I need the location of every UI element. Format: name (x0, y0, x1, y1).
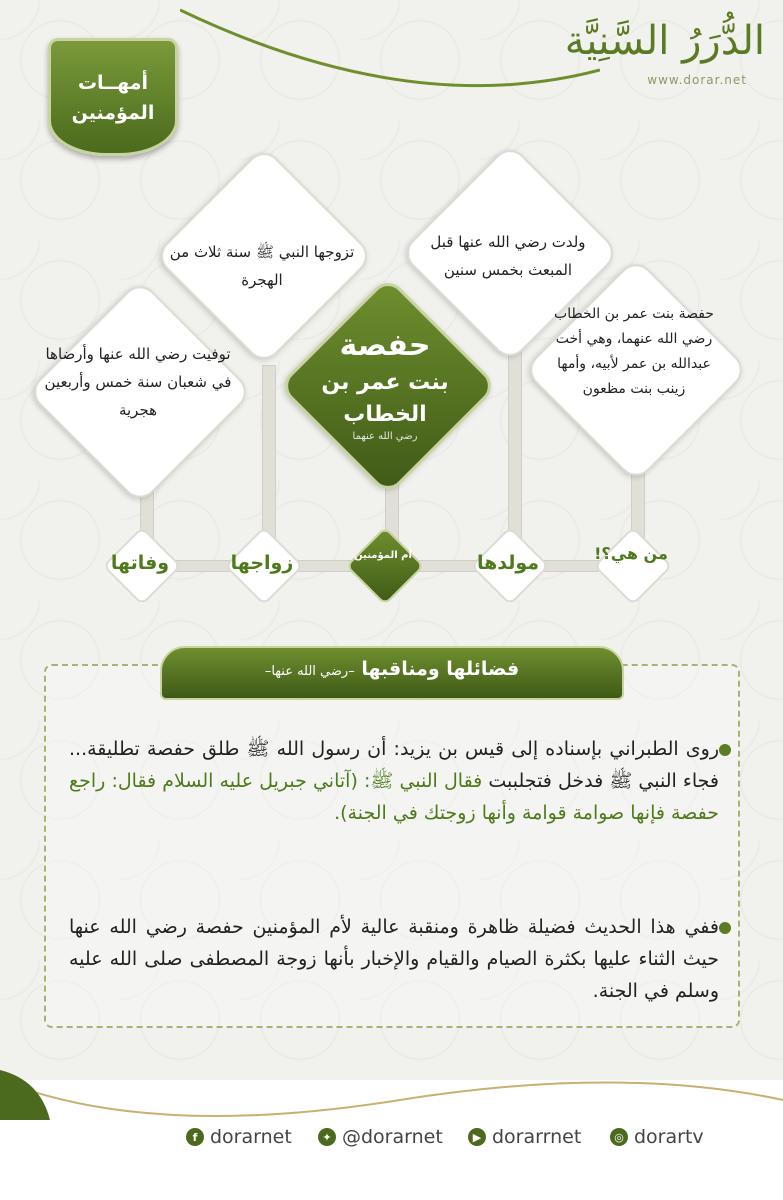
virtues-banner (160, 646, 624, 700)
social-instagram[interactable] (610, 1126, 704, 1148)
center-line1: حفصة (339, 328, 431, 363)
center-honorific: رضي الله عنهما (352, 431, 418, 442)
paragraph-1: روى الطبراني بإسناده إلى قيس بن يزيد: أن رسول الله ﷺ طلق حفصة تطليقة... فجاء النبي ﷺ فدخل فتجلببت فقال النبي ﷺ: (آتاني جبريل عليه السلام فقال: راجع حفصة فإنها صوامة قوامة وأنها زوجتك في الجنة). (69, 738, 719, 824)
twitter-icon: ✦ (318, 1128, 336, 1146)
facebook-icon: f (186, 1128, 204, 1146)
virtues-subtitle: –رضي الله عنها– (264, 664, 355, 679)
bullet-2 (719, 922, 731, 934)
center-line2: بنت عمر بن (321, 370, 449, 395)
badge-line1: أمهــات (77, 72, 149, 94)
center-name (285, 325, 485, 442)
youtube-icon: ▶ (468, 1128, 486, 1146)
center-label: أم المؤمنين (354, 550, 412, 561)
logo-swoosh (180, 0, 600, 110)
social-facebook[interactable] (186, 1126, 292, 1148)
highlight-quote: فقال النبي ﷺ: (363, 770, 483, 792)
twitter-handle: @dorarnet (342, 1126, 443, 1148)
death-text: توفيت رضي الله عنها وأرضاها في شعبان سنة خمس وأربعين هجرية (44, 345, 232, 419)
logo-title: الدُّرَرُ السَّنِيَّة (564, 18, 765, 64)
social-youtube[interactable] (468, 1126, 581, 1148)
virtues-title: فضائلها ومناقبها (361, 658, 520, 680)
instagram-handle: dorartv (634, 1126, 704, 1148)
who-text: حفصة بنت عمر بن الخطاب رضي الله عنهما، وهي أخت عبدالله بن عمر لأبيه، وأمها زينب بنت مظعون (554, 306, 714, 397)
paragraph-2: ففي هذا الحديث فضيلة ظاهرة ومنقبة عالية لأم المؤمنين حفصة رضي الله عنها حيث الثناء عليها بكثرة الصيام والقيام والإخبار بأنها زوجة المصطفى صلى الله عليه وسلم في الجنة. (69, 916, 719, 1002)
who-label: من هي؟! (594, 544, 668, 563)
center-line3: الخطاب (343, 402, 427, 427)
birth-text: ولدت رضي الله عنها قبل المبعث بخمس سنين (430, 233, 586, 279)
logo-url: www.dorar.net (647, 73, 747, 87)
instagram-icon: ◎ (610, 1128, 628, 1146)
birth-label: مولدها (476, 552, 540, 574)
death-label: وفاتها (110, 552, 170, 574)
marriage-text: تزوجها النبي ﷺ سنة ثلاث من الهجرة (169, 243, 355, 289)
facebook-handle: dorarnet (210, 1126, 292, 1148)
category-badge (48, 38, 178, 156)
social-twitter[interactable] (318, 1126, 443, 1148)
badge-line2: المؤمنين (71, 102, 155, 124)
marriage-label: زواجها (230, 552, 294, 574)
footer-wave (0, 1040, 783, 1120)
youtube-handle: dorarrnet (492, 1126, 582, 1148)
bullet-1 (719, 744, 731, 756)
